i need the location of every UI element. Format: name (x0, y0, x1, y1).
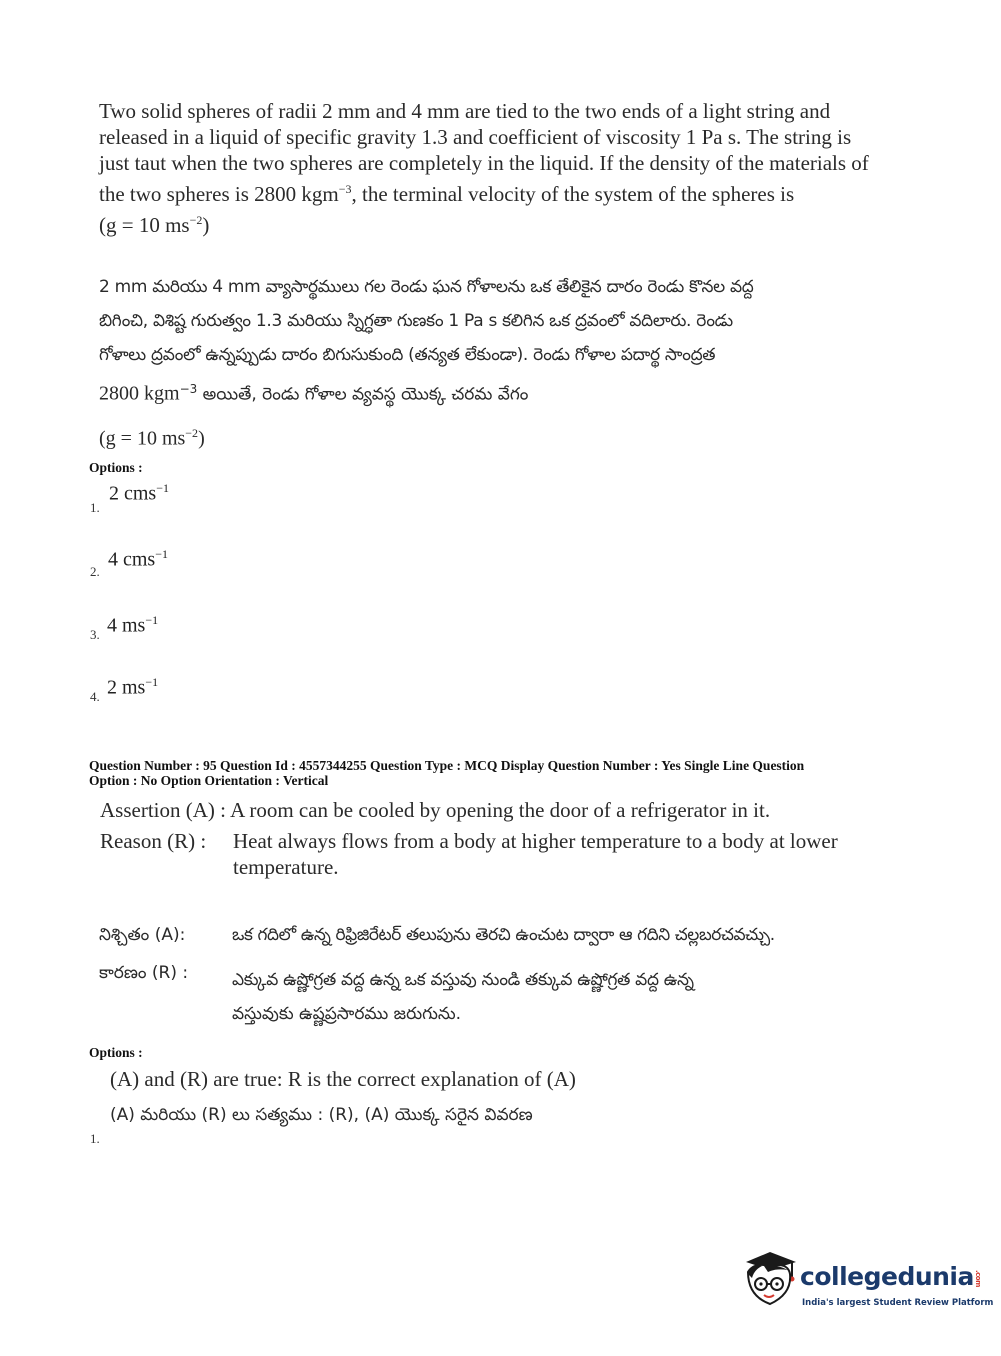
exponent: −3 (338, 182, 352, 196)
option-number: 2. (90, 564, 100, 579)
q94-telugu-line (99, 372, 889, 412)
option-value: 2 cms (109, 482, 157, 505)
q94-telugu-text (99, 270, 889, 455)
assertion-label: Assertion (A) : (100, 798, 226, 822)
logo-com: .com (973, 1269, 982, 1287)
telugu-reason-line: వస్తువుకు ఉష్ణప్రసారము జరుగును. (232, 1004, 462, 1024)
q94-telugu-line: గోళాలు ద్రవంలో ఉన్నప్పుడు దారం బిగుసుకుంది (తన్యత లేకుండా). రెండు గోళాల పదార్థ సాంద్రత (99, 345, 716, 365)
option-text (107, 675, 158, 700)
q94-english-line (99, 176, 879, 207)
option-text (109, 481, 169, 506)
reason-line: temperature. (233, 855, 339, 879)
q94-telugu-l4b: అయితే, రెండు గోళాల వ్యవస్థ యొక్క చరమ వేగం (197, 384, 529, 405)
q94-english-line: just taut when the two spheres are completely in the liquid. If the density of the materials of (99, 151, 869, 175)
option-number: 1. (90, 500, 100, 515)
gravity-note-close: ) (202, 213, 210, 237)
q94-telugu-line: 2 mm మరియు 4 mm వ్యాసార్థములు గల రెండు ఘన గోళాలను ఒక తేలికైన దారం రెండు కొనల వద్ద (99, 277, 754, 297)
assertion-row (100, 797, 770, 823)
options-label: Options : (89, 460, 143, 475)
q94-english-line: Two solid spheres of radii 2 mm and 4 mm are tied to the two ends of a light string and (99, 99, 831, 123)
logo-wordmark (800, 1262, 982, 1291)
q94-english-l4b: , the terminal velocity of the system of the spheres is (351, 182, 795, 206)
q94-english-l4a: the two spheres is 2800 kgm (99, 182, 339, 206)
mascot-icon (740, 1248, 798, 1314)
q94-english-line: released in a liquid of specific gravity 1.3 and coefficient of viscosity 1 Pa s. The string is (99, 125, 852, 149)
reason-label: Reason (R) : (100, 829, 207, 853)
option-number: 3. (90, 627, 100, 642)
option-number: 1. (90, 1131, 100, 1146)
logo-tagline: India's largest Student Review Platform (802, 1298, 994, 1308)
exponent: −2 (189, 213, 203, 227)
option-number: 4. (90, 689, 100, 704)
telugu-reason-text (232, 963, 872, 1031)
option-text (107, 613, 158, 638)
options-label: Options : (89, 1045, 143, 1060)
exponent: −3 (179, 382, 198, 396)
density-value: 2800 kgm (99, 382, 180, 405)
option-value: 4 cms (108, 548, 156, 571)
telugu-assertion-label: నిశ్చితం (A): (99, 925, 186, 945)
gravity-note: (g = 10 ms (99, 213, 190, 237)
question-meta-line: Question Number : 95 Question Id : 4557344255 Question Type : MCQ Display Question Number : Yes Single Line Question (89, 758, 805, 773)
q94-english-text (99, 98, 879, 238)
exponent: −1 (145, 613, 159, 627)
option-text-telugu: (A) మరియు (R) లు సత్యము : (R), (A) యొక్క సరైన వివరణ (110, 1105, 533, 1125)
option-text-english: (A) and (R) are true: R is the correct explanation of (A) (110, 1067, 576, 1091)
exponent: −1 (155, 547, 168, 561)
telugu-reason-label: కారణం (R) : (99, 963, 189, 983)
option-text (108, 547, 168, 572)
exponent: −2 (185, 425, 199, 440)
exponent: −1 (156, 481, 169, 495)
option-value: 2 ms (107, 676, 146, 699)
logo-name: collegedunia (800, 1262, 974, 1291)
telugu-assertion-text: ఒక గదిలో ఉన్న రిఫ్రిజిరేటర్ తలుపును తెరచి ఉంచుట ద్వారా ఆ గదిని చల్లబరచవచ్చు. (232, 925, 775, 945)
reason-line: Heat always flows from a body at higher temperature to a body at lower (233, 829, 838, 853)
question-meta-line: Option : No Option Orientation : Vertical (89, 773, 329, 788)
telugu-reason-line: ఎక్కువ ఉష్ణోగ్రత వద్ద ఉన్న ఒక వస్తువు నుండి తక్కువ ఉష్ణోగ్రత వద్ద ఉన్న (232, 970, 694, 990)
assertion-text: A room can be cooled by opening the door of a refrigerator in it. (230, 798, 771, 822)
gravity-note: (g = 10 ms (99, 427, 186, 450)
reason-text (233, 828, 883, 880)
gravity-note-close: ) (198, 427, 205, 450)
q94-telugu-line (99, 416, 889, 456)
collegedunia-logo[interactable] (740, 1248, 994, 1318)
question-meta (89, 758, 929, 788)
q94-telugu-line: బిగించి, విశిష్ట గురుత్వం 1.3 మరియు స్నిగ్ధతా గుణకం 1 Pa s కలిగిన ఒక ద్రవంలో వదిలారు. రెండు (99, 311, 733, 331)
option-value: 4 ms (107, 614, 146, 637)
q94-english-line (99, 207, 879, 238)
exponent: −1 (145, 675, 159, 689)
